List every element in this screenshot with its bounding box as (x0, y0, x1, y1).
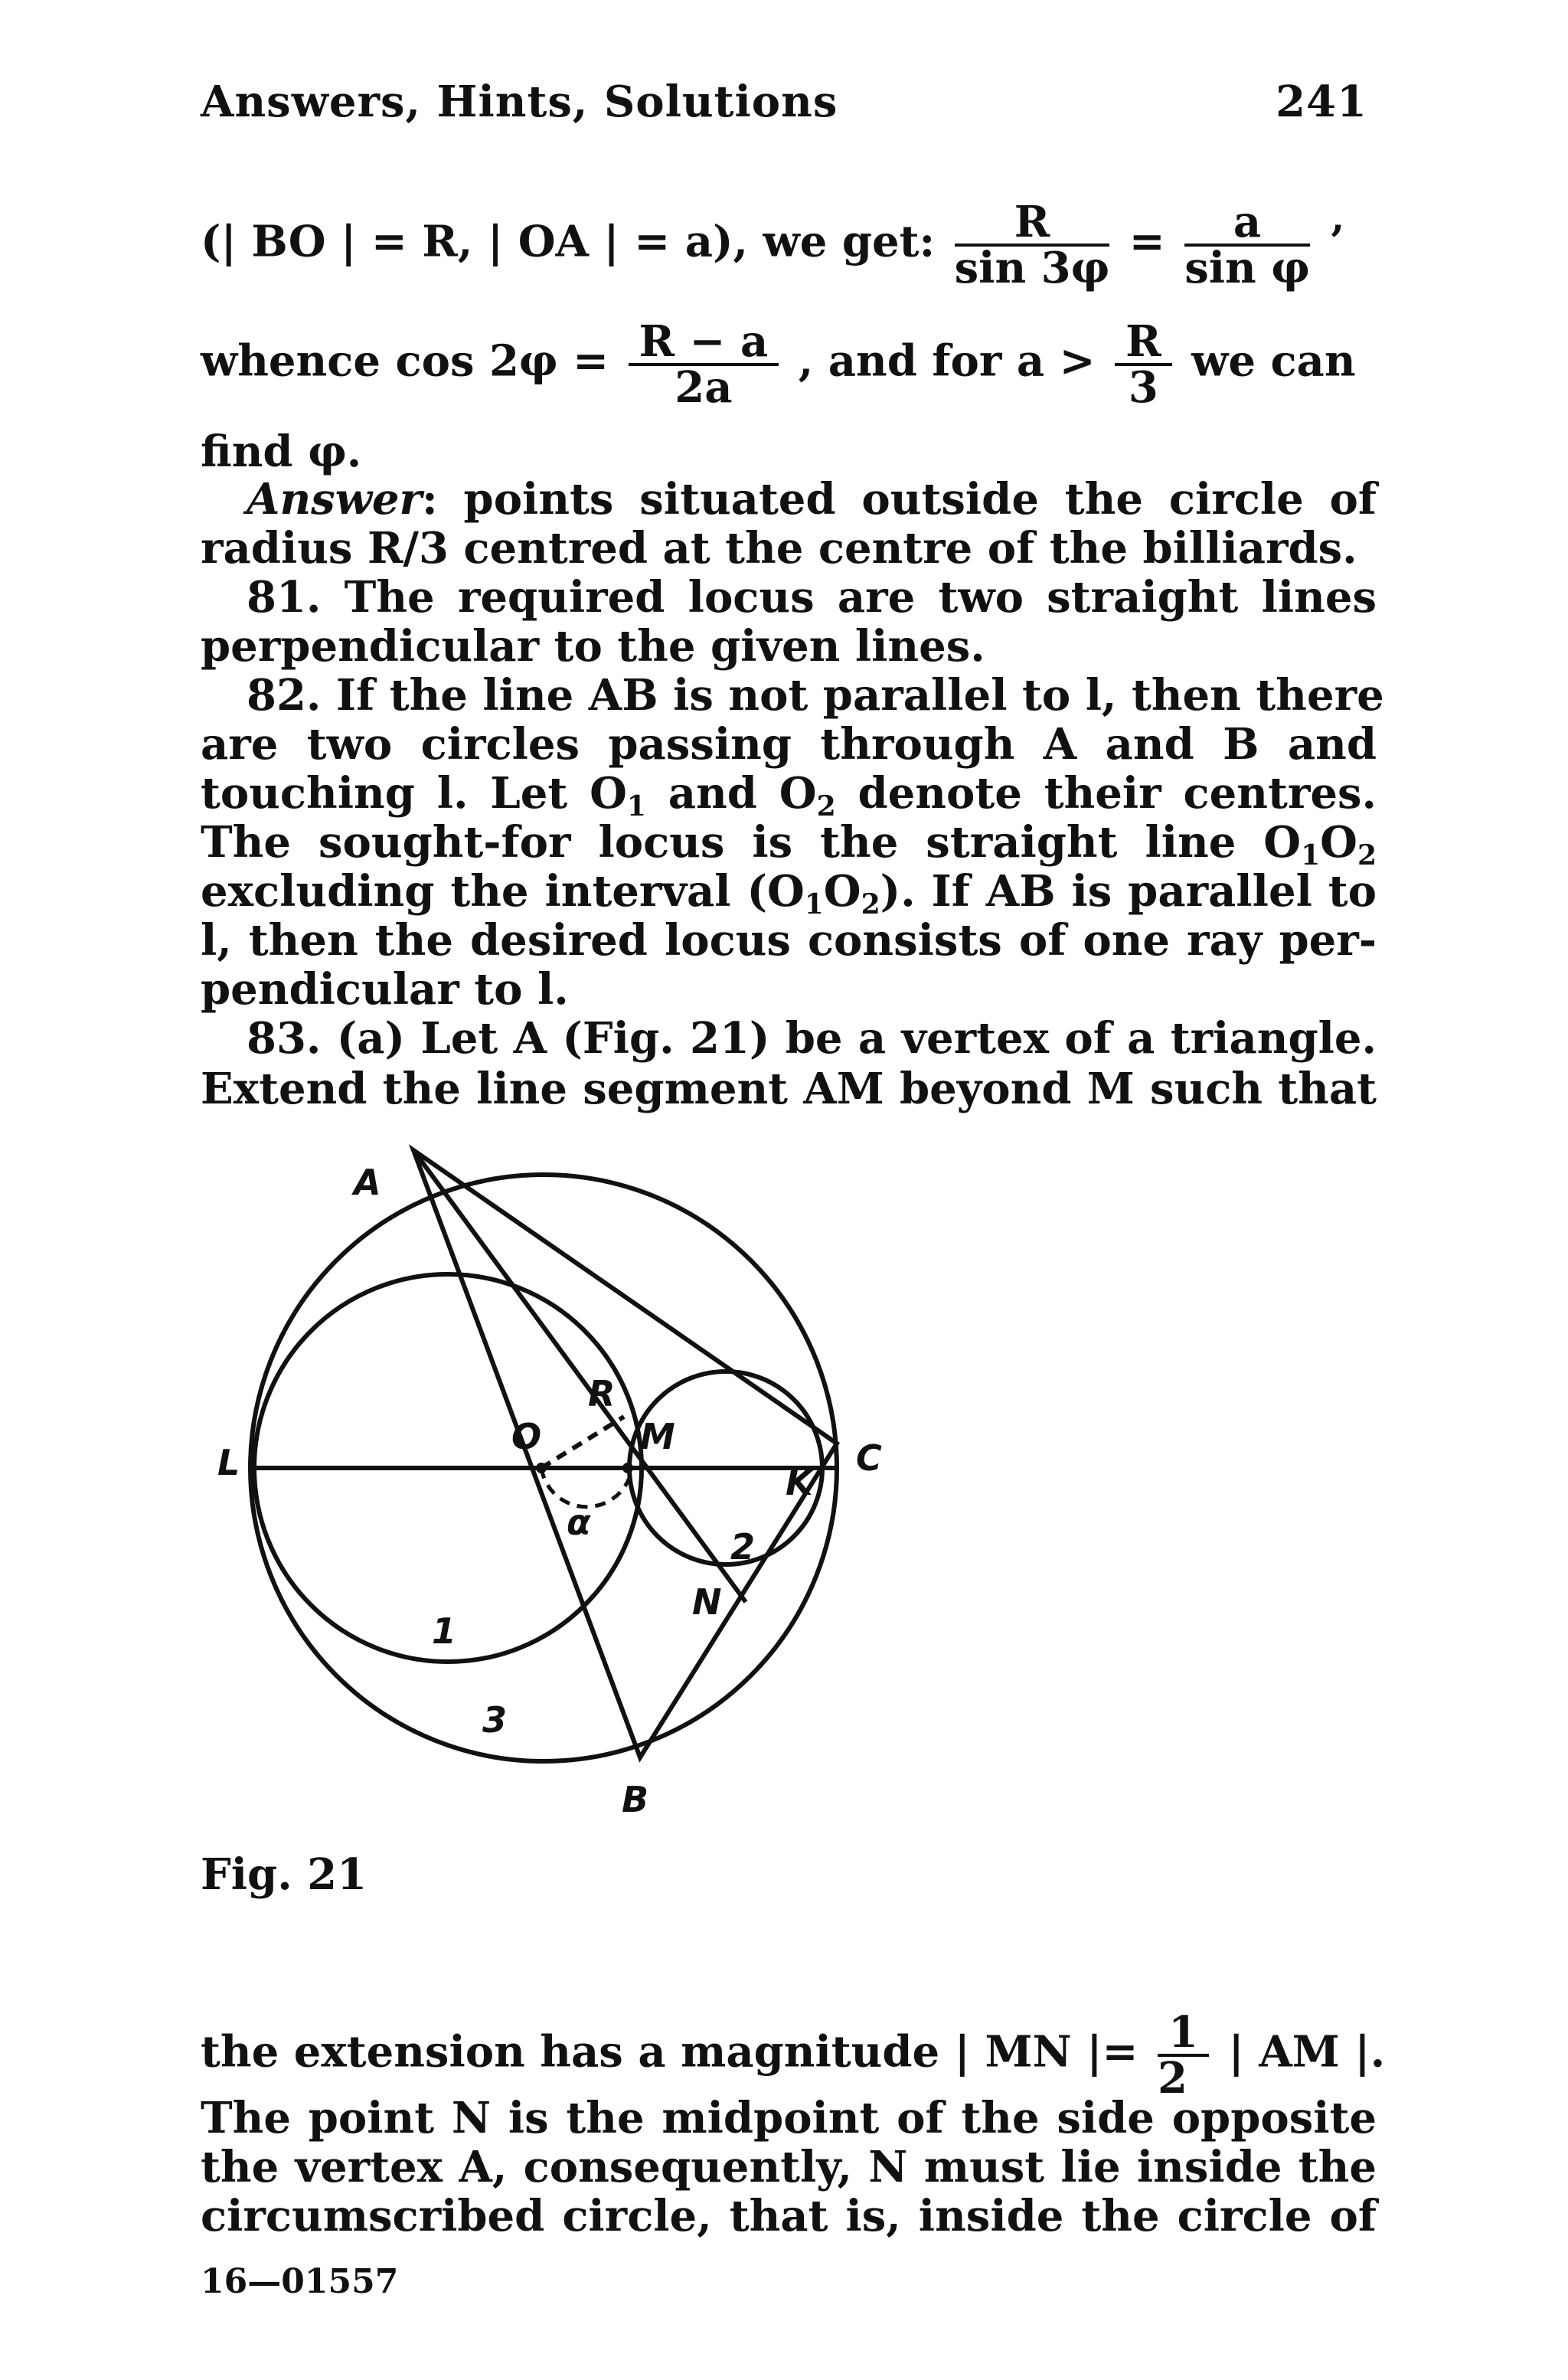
subscript: 1 (804, 888, 824, 920)
label-b: B (622, 1779, 649, 1820)
label-k: K (786, 1462, 813, 1503)
fraction-numerator: R (1115, 320, 1172, 366)
triangle-abc (413, 1150, 837, 1757)
text-span: O (1320, 817, 1357, 868)
text-span: ). If AB is parallel to (880, 866, 1377, 917)
formula-text: ’ (1329, 216, 1344, 267)
fraction-numerator: R − a (629, 320, 779, 366)
page-number: 241 (1276, 77, 1367, 127)
label-circle-2: 2 (730, 1526, 756, 1568)
subscript: 2 (861, 888, 880, 920)
text-span: The sought-for locus is the straight line O (201, 817, 1302, 868)
figure-21-diagram (184, 1133, 949, 1838)
bottom-line-1 (201, 2007, 1386, 2104)
text-span: excluding the interval (O (201, 866, 805, 917)
header-title: Answers, Hints, Solutions (201, 77, 838, 127)
radius-r-dashed (541, 1417, 624, 1468)
text-span: | AM |. (1228, 2026, 1386, 2078)
fraction-numerator: 1 (1158, 2011, 1209, 2057)
point-o (536, 1463, 547, 1473)
text-span: and O (645, 768, 817, 819)
text-span: the extension has a magnitude | MN |= (201, 2026, 1153, 2078)
fraction (1157, 2007, 1209, 2104)
bottom-line-4: circumscribed circle, that is, inside the circle of (201, 2191, 1377, 2241)
label-c: C (856, 1437, 882, 1479)
label-circle-3: 3 (482, 1699, 508, 1741)
text-span: : points situated outside the circle of (422, 474, 1377, 525)
bottom-line-3: the vertex A, consequently, N must lie inside the (201, 2142, 1377, 2192)
subscript: 1 (626, 790, 646, 822)
p81-line-2: perpendicular to the given lines. (201, 621, 985, 672)
formula-text: we can (1191, 335, 1356, 387)
p82-line-7: pendicular to l. (201, 964, 569, 1015)
formula-text: (| BO | = R, | OA | = a), we get: (201, 216, 950, 267)
fraction (1115, 316, 1172, 413)
fraction-denominator: sin 3φ (954, 243, 1110, 293)
formula-text: , and for a > (798, 335, 1111, 387)
subscript: 1 (1301, 839, 1321, 871)
p82-line-1: 82. If the line AB is not parallel to l, then there (247, 670, 1384, 721)
label-circle-1: 1 (432, 1610, 457, 1652)
label-o: O (511, 1416, 542, 1457)
text-line: find φ. (201, 427, 362, 477)
text-span: denote their centres. (835, 768, 1377, 819)
label-m: M (640, 1416, 675, 1457)
label-a: A (354, 1162, 381, 1203)
text-span: O (823, 866, 861, 917)
figure-caption: Fig. 21 (201, 1849, 368, 1900)
label-l: L (217, 1442, 240, 1483)
printer-signature: 16—01557 (201, 2262, 399, 2301)
fraction (629, 316, 779, 413)
p82-line-6: l, then the desired locus consists of one ray per- (201, 915, 1377, 966)
p83-line-1: 83. (a) Let A (Fig. 21) be a vertex of a triangle. (247, 1013, 1377, 1064)
fraction (954, 197, 1110, 293)
fraction-denominator: 3 (1128, 362, 1158, 413)
bottom-line-2: The point N is the midpoint of the side opposite (201, 2093, 1377, 2143)
fraction-denominator: sin φ (1184, 243, 1310, 293)
answer-label: Answer (247, 474, 423, 525)
formula-line-2 (201, 316, 1377, 413)
formula-text: whence cos 2φ = (201, 335, 624, 387)
fraction-numerator: R (955, 201, 1110, 247)
answer-line-2: radius R/3 centred at the centre of the billiards. (201, 523, 1357, 574)
fraction-numerator: a (1184, 201, 1310, 247)
p83-line-2: Extend the line segment AM beyond M such that (201, 1064, 1377, 1114)
p81-line-1: 81. The required locus are two straight lines (247, 572, 1377, 623)
p82-line-2: are two circles passing through A and B and (201, 719, 1377, 770)
label-r: R (588, 1373, 616, 1414)
label-alpha: α (567, 1502, 591, 1543)
running-header (201, 77, 1367, 130)
subscript: 2 (1357, 839, 1377, 871)
fraction-denominator: 2a (675, 362, 733, 413)
fraction-denominator: 2 (1157, 2053, 1187, 2104)
answer-line-1 (201, 474, 1377, 525)
text-span: touching l. Let O (201, 768, 627, 819)
formula-line-1 (201, 197, 1377, 293)
label-n: N (692, 1581, 722, 1623)
fraction (1184, 197, 1310, 293)
equals-sign: = (1129, 216, 1165, 267)
point-m (622, 1463, 633, 1473)
subscript: 2 (816, 790, 836, 822)
